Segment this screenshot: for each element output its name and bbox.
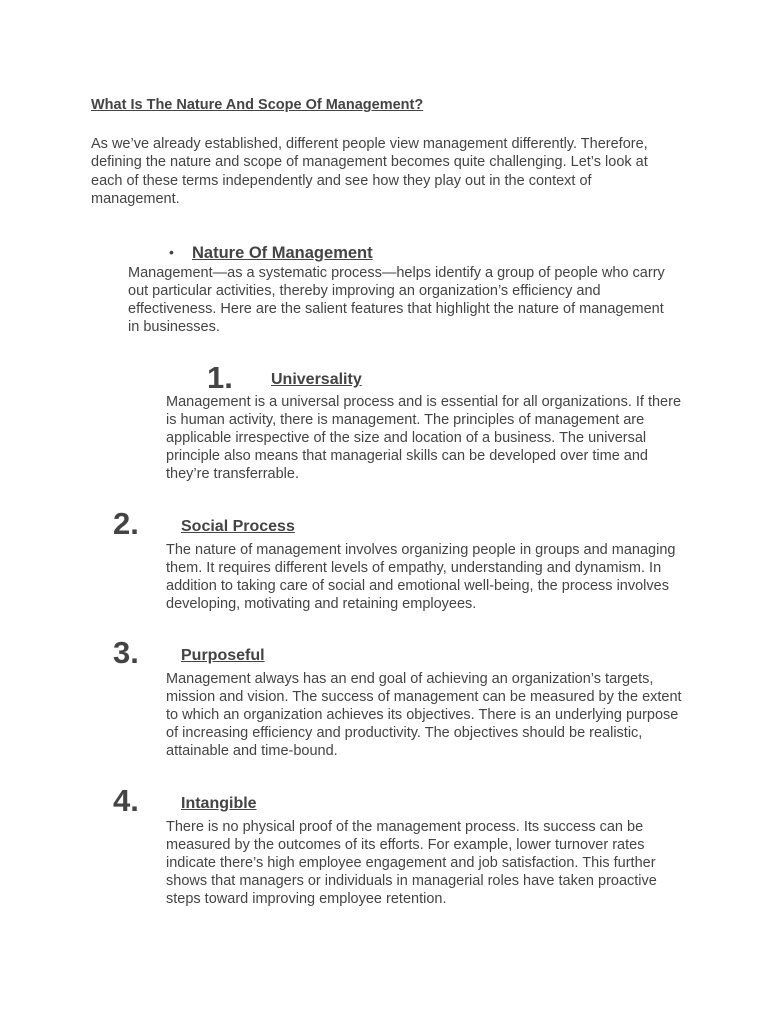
item-number: 4. — [113, 783, 139, 818]
item-paragraph-purposeful: Management always has an end goal of achieving an organization’s targets, mission and vision. The success of management can be measured by the extent to which an organization achieves its objectives. There is an underlying purpose of increasing efficiency and productivity. The objectives should be realistic, attainable and time-bound. — [166, 671, 682, 759]
item-heading-social-process: Social Process — [181, 518, 295, 535]
item-heading-intangible: Intangible — [181, 795, 257, 812]
page-title: What Is The Nature And Scope Of Management? — [91, 97, 424, 113]
bullet-icon: • — [169, 244, 174, 260]
section-heading: Nature Of Management — [192, 244, 373, 262]
item-paragraph-intangible: There is no physical proof of the management process. Its success can be measured by the outcomes of its efforts. For example, lower turnover rates indicate there’s high employee engagement and job satisfaction. This further shows that managers or individuals in managerial roles have taken proactive steps toward improving employee retention. — [166, 819, 657, 907]
item-number: 1. — [207, 360, 233, 395]
item-number: 3. — [113, 635, 139, 670]
intro-paragraph: As we’ve already established, different people view management differently. Therefore, defining the nature and scope of management becomes quite challenging. Let’s look at each of these terms independently and see how they play out in the context of management. — [91, 136, 648, 207]
item-number: 2. — [113, 506, 139, 541]
section-paragraph: Management—as a systematic process—helps identify a group of people who carry out particular activities, thereby improving an organization’s efficiency and effectiveness. Here are the salient features that highlight the nature of management in businesses. — [128, 265, 665, 335]
item-heading-purposeful: Purposeful — [181, 647, 265, 664]
item-paragraph-universality: Management is a universal process and is essential for all organizations. If there is human activity, there is management. The principles of management are applicable irrespective of the size and location of a business. The universal principle also means that managerial skills can be developed over time and they’re transferrable. — [166, 394, 682, 482]
item-paragraph-social-process: The nature of management involves organizing people in groups and managing them. It requires different levels of empathy, understanding and dynamism. In addition to taking care of social and emotional well-being, the process involves developing, motivating and retaining employees. — [166, 542, 676, 612]
item-heading-universality: Universality — [271, 371, 362, 388]
